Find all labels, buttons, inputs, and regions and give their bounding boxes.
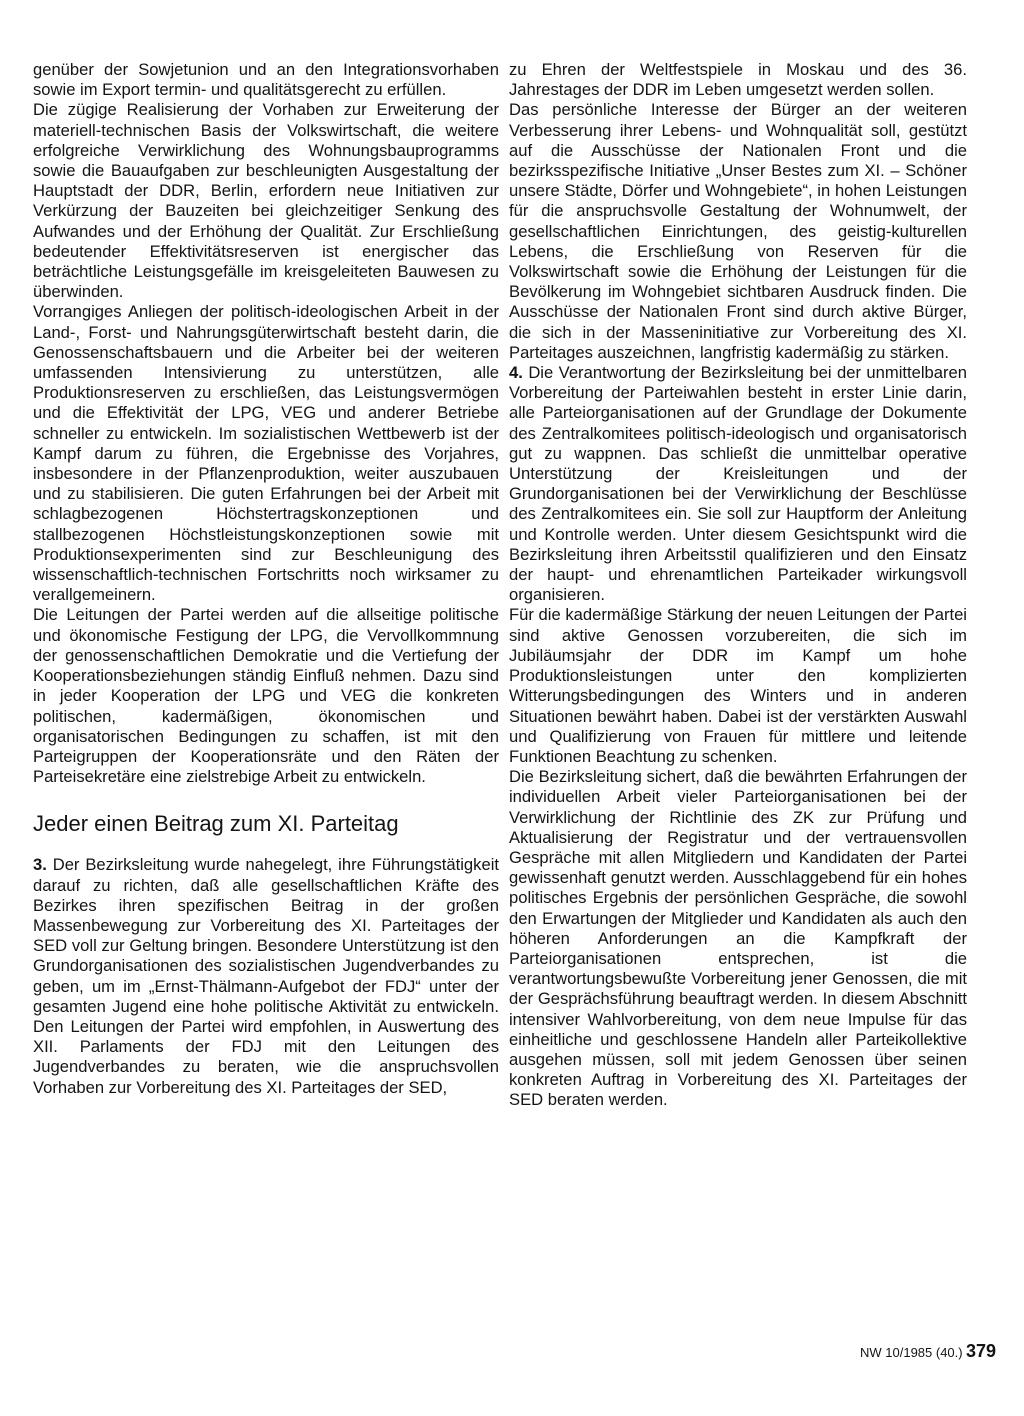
page-number: 379 [966,1341,997,1361]
paragraph: zu Ehren der Weltfestspiele in Moskau und des 36. Jahrestages der DDR im Leben umgesetzt werden sollen. [509,60,967,100]
paragraph: Die zügige Realisierung der Vorhaben zur Erweiterung der materiell-technischen Basis der Volkswirtschaft, die weitere erfolgreiche Verwirklichung des Wohnungsbauprogramms sowie die Bauaufgaben zur beschleunigten Ausgestaltung der Hauptstadt der DDR, Berlin, erfordern neue Initiativen zur Verkürzung der Bauzeiten bei gleichzeitiger Senkung des Aufwandes und der Erhöhung der Qualität. Zur Erschließung bedeutender Effektivitätsreserven ist energischer das beträchtliche Leistungsgefälle im kreisgeleiteten Bauwesen zu überwinden. [33,100,499,302]
section-number: 4. [509,363,523,383]
paragraph: Für die kadermäßige Stärkung der neuen Leitungen der Partei sind aktive Genossen vorzubereiten, die sich im Jubiläumsjahr der DDR im Kampf um hohe Produktionsleistungen unter den komplizierten Witterungsbedingungen des Winters und in anderen Situationen bewährt haben. Dabei ist der verstärkten Auswahl und Qualifizierung von Frauen für mittlere und leitende Funktionen Beachtung zu schenken. [509,605,967,766]
section-number: 3. [33,855,47,875]
section-heading: Jeder einen Beitrag zum XI. Parteitag [33,811,399,837]
paragraph-text: Die Verantwortung der Bezirksleitung bei der unmittelbaren Vorbereitung der Parteiwahlen besteht in erster Linie darin, alle Parteiorganisationen auf der Grundlage der Dokumente des Zentralkomitees politisch-ideologisch und organisatorisch gut zu wappnen. Das schließt die unmittelbar operative Unterstützung der Kreisleitungen und der Grundorganisationen bei der Verwirklichung der Beschlüsse des Zentralkomitees ein. Sie soll zur Hauptform der Anleitung und Kontrolle werden. Unter diesem Gesichtspunkt wird die Bezirksleitung ihren Arbeitsstil qualifizieren und den Einsatz der haupt- und ehrenamtlichen Parteikader wirkungsvoll organisieren. [509,363,967,605]
paragraph: Die Bezirksleitung sichert, daß die bewährten Erfahrungen der individuellen Arbeit vieler Parteiorganisationen bei der Verwirklichung der Richtlinie des ZK zur Prüfung und Aktualisierung der Registratur und der vertrauensvollen Gespräche mit allen Mitgliedern und Kandidaten der Partei gewissenhaft genutzt werden. Ausschlaggebend für ein hohes politisches Ergebnis der persönlichen Gespräche, die sowohl den Erwartungen der Mitglieder und Kandidaten als auch den höheren Anforderungen an die Kampfkraft der Parteiorganisationen entsprechen, ist die verantwortungsbewußte Vorbereitung jener Genossen, die mit der Gesprächsführung beauftragt werden. In diesem Abschnitt intensiver Wahlvorbereitung, von dem neue Impulse für das einheitliche und geschlossene Handeln aller Parteikollektive ausgehen müssen, soll mit jedem Genossen über seinen konkreten Auftrag in Vorbereitung des XI. Parteitages der SED beraten werden. [509,767,967,1110]
paragraph: Die Leitungen der Partei werden auf die allseitige politische und ökonomische Festigung der LPG, die Vervollkommnung der genossenschaftlichen Demokratie und die Vertiefung der Kooperationsbeziehungen ständig Einfluß nehmen. Dazu sind in jeder Kooperation der LPG und VEG die konkreten politischen, kadermäßigen, ökonomischen und organisatorischen Bedingungen zu schaffen, ist mit den Parteigruppen der Kooperationsräte und den Räten der Parteisekretäre eine zielstrebige Arbeit zu entwickeln. [33,605,499,787]
paragraph: Vorrangiges Anliegen der politisch-ideologischen Arbeit in der Land-, Forst- und Nahrungsgüterwirtschaft besteht darin, die Genossenschaftsbauern und die Arbeiter bei der weiteren umfassenden Intensivierung zu unterstützen, alle Produktionsreserven zu erschließen, das Leistungsvermögen und die Effektivität der LPG, VEG und anderer Betriebe schneller zu entwickeln. Im sozialistischen Wettbewerb ist der Kampf darum zu führen, die Ergebnisse des Vorjahres, insbesondere in der Pflanzenproduktion, weiter auszubauen und zu stabilisieren. Die guten Erfahrungen bei der Arbeit mit schlagbezogenen Höchstertragskonzeptionen und stallbezogenen Höchstleistungskonzeptionen sowie mit Produktionsexperimenten sind zur Beschleunigung des wissenschaftlich-technischen Fortschritts noch wirksamer zu verallgemeinern. [33,302,499,605]
left-column [33,60,499,1098]
paragraph: genüber der Sowjetunion und an den Integrationsvorhaben sowie im Export termin- und qualitätsgerecht zu erfüllen. [33,60,499,100]
source-reference: NW 10/1985 (40.) [860,1345,963,1360]
paragraph [33,855,499,1097]
paragraph-text: Der Bezirksleitung wurde nahegelegt, ihre Führungstätigkeit darauf zu richten, daß alle gesellschaftlichen Kräfte des Bezirkes ihren spezifischen Beitrag in der großen Massenbewegung zur Vorbereitung des XI. Parteitages der SED voll zur Geltung bringen. Besondere Unterstützung ist den Grundorganisationen des sozialistischen Jugendverbandes zu geben, um im „Ernst-Thälmann-Aufgebot der FDJ“ unter der gesamten Jugend eine hohe politische Aktivität zu entwickeln. Den Leitungen der Partei wird empfohlen, in Auswertung des XII. Parlaments der FDJ mit den Leitungen des Jugendverbandes zu beraten, wie die anspruchsvollen Vorhaben zur Vorbereitung des XI. Parteitages der SED, [33,855,499,1097]
paragraph [509,363,967,605]
paragraph: Das persönliche Interesse der Bürger an der weiteren Verbesserung ihrer Lebens- und Wohnqualität soll, gestützt auf die Ausschüsse der Nationalen Front und die bezirksspezifische Initiative „Unser Bestes zum XI. – Schöner unsere Städte, Dörfer und Wohngebiete“, in hohen Leistungen für die anspruchsvolle Gestaltung der Wohnumwelt, der gesellschaftlichen Einrichtungen, des geistig-kulturellen Lebens, die Erschließung von Reserven für die Volkswirtschaft sowie die Erhöhung der Leistungen für die Bevölkerung im Wohngebiet sichtbaren Ausdruck finden. Die Ausschüsse der Nationalen Front sind durch aktive Bürger, die sich in der Masseninitiative zur Vorbereitung des XI. Parteitages auszeichnen, langfristig kadermäßig zu stärken. [509,100,967,362]
right-column [509,60,967,1111]
